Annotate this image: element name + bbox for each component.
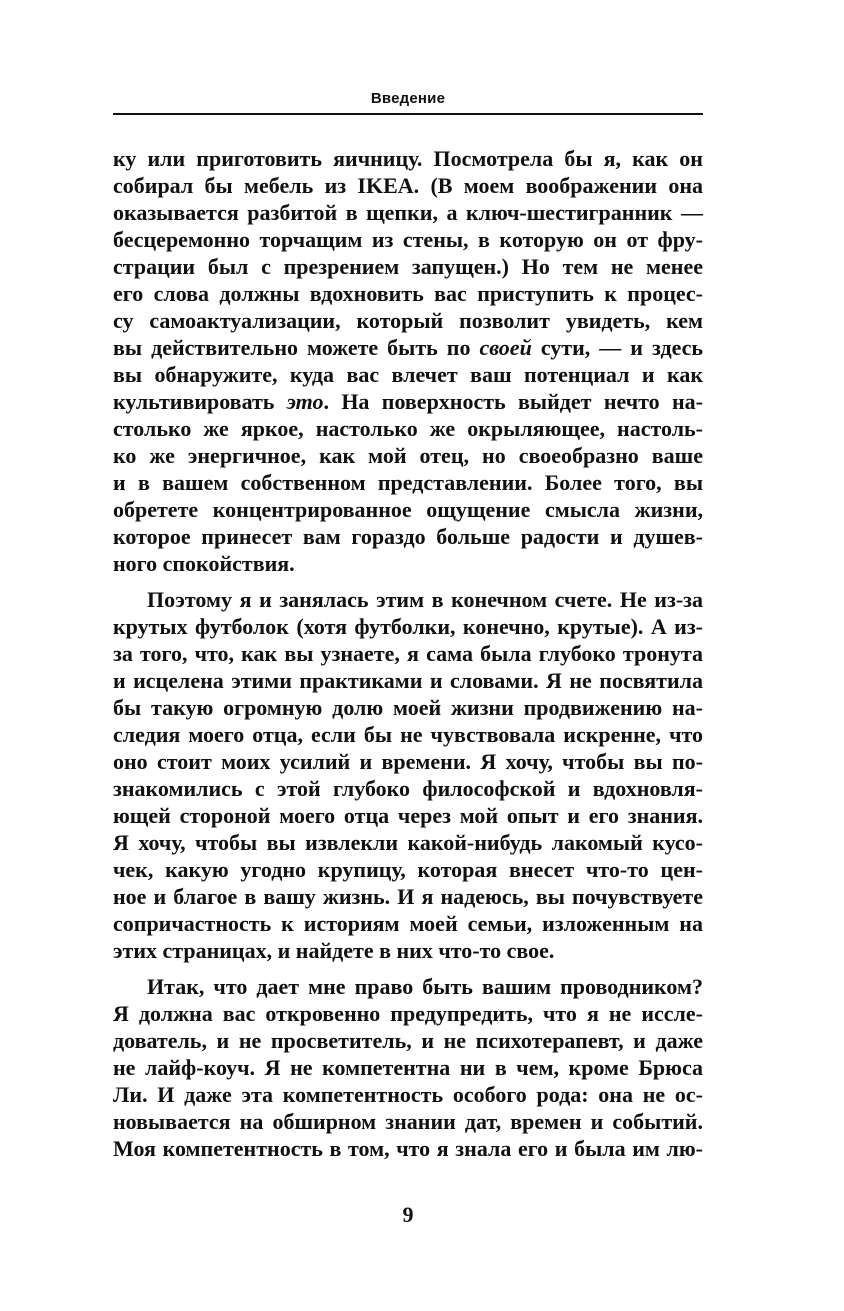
text-line: новывается на обширном знании дат, времен и событий. [113, 1109, 703, 1134]
text-line: Моя компетентность в том, что я знала его и была им лю- [113, 1136, 703, 1161]
text-line: Поэтому я и занялась этим в конечном счете. Не из-за [147, 587, 703, 612]
text-line: Я хочу, чтобы вы извлекли какой-нибудь лакомый кусо- [113, 830, 703, 855]
text-line: и в вашем собственном представлении. Более того, вы [113, 470, 703, 495]
text-line: Итак, что дает мне право быть вашим проводником? [147, 974, 703, 999]
text-line: его слова должны вдохновить вас приступить к процес- [113, 281, 703, 306]
text-line: этих страницах, и найдете в них что-то свое. [113, 938, 555, 963]
text-line: чек, какую угодно крупицу, которая внесет что-то цен- [113, 857, 703, 882]
text-line: и исцелена этими практиками и словами. Я не посвятила [113, 668, 703, 693]
text-line: Я должна вас откровенно предупредить, что я не иссле- [113, 1001, 703, 1026]
text-line: которое принесет вам гораздо больше радости и душев- [113, 524, 703, 549]
text-line: следия моего отца, если бы не чувствовала искренне, что [113, 722, 703, 747]
text-line: собирал бы мебель из IKEA. (В моем воображении она [113, 173, 703, 198]
text-line: сопричастность к историям моей семьи, изложенным на [113, 911, 703, 936]
text-line: страции был с презрением запущен.) Но тем не менее [113, 254, 703, 279]
text-line: ного спокойствия. [113, 551, 295, 576]
text-line: бы такую огромную долю моей жизни продвижению на- [113, 695, 703, 720]
text-line: су самоактуализации, который позволит увидеть, кем [113, 308, 703, 333]
text-line: вы обнаружите, куда вас влечет ваш потенциал и как [113, 362, 703, 387]
text-line: ку или приготовить яичницу. Посмотрела бы я, как он [113, 146, 703, 171]
running-head: Введение [370, 90, 446, 107]
text-line: ное и благое в вашу жизнь. И я надеюсь, вы почувствуете [113, 884, 703, 909]
header-rule [113, 113, 703, 115]
text-line: столько же яркое, настолько же окрыляющее, настоль- [113, 416, 703, 441]
text-line: за того, что, как вы узнаете, я сама была глубоко тронута [113, 641, 703, 666]
text-line: вы действительно можете быть по своей сути, — и здесь [113, 335, 704, 360]
text-line: дователь, и не просветитель, и не психотерапевт, и даже [113, 1028, 703, 1053]
text-line: ющей стороной моего отца через мой опыт и его знания. [113, 803, 703, 828]
paragraph-2 [113, 586, 703, 964]
text-line: знакомились с этой глубоко философской и вдохновля- [113, 776, 703, 801]
text-line: бесцеремонно торчащим из стены, в которую он от фру- [113, 227, 703, 252]
text-line: ко же энергичное, как мой отец, но своеобразно ваше [113, 443, 703, 468]
paragraph-1 [113, 145, 703, 577]
text-line: оно стоит моих усилий и времени. Я хочу, чтобы вы по- [113, 749, 703, 774]
text-line: оказывается разбитой в щепки, а ключ-шестигранник — [113, 200, 703, 225]
page-number: 9 [402, 1202, 414, 1227]
text-line: обретете концентрированное ощущение смысла жизни, [113, 497, 703, 522]
paragraph-3 [113, 973, 703, 1162]
body-text [113, 145, 703, 1162]
text-line: культивировать это. На поверхность выйдет нечто на- [113, 389, 703, 414]
text-line: крутых футболок (хотя футболки, конечно, крутые). А из- [113, 614, 703, 639]
text-line: Ли. И даже эта компетентность особого рода: она не ос- [113, 1082, 703, 1107]
text-line: не лайф-коуч. Я не компетентна ни в чем, кроме Брюса [113, 1055, 703, 1080]
